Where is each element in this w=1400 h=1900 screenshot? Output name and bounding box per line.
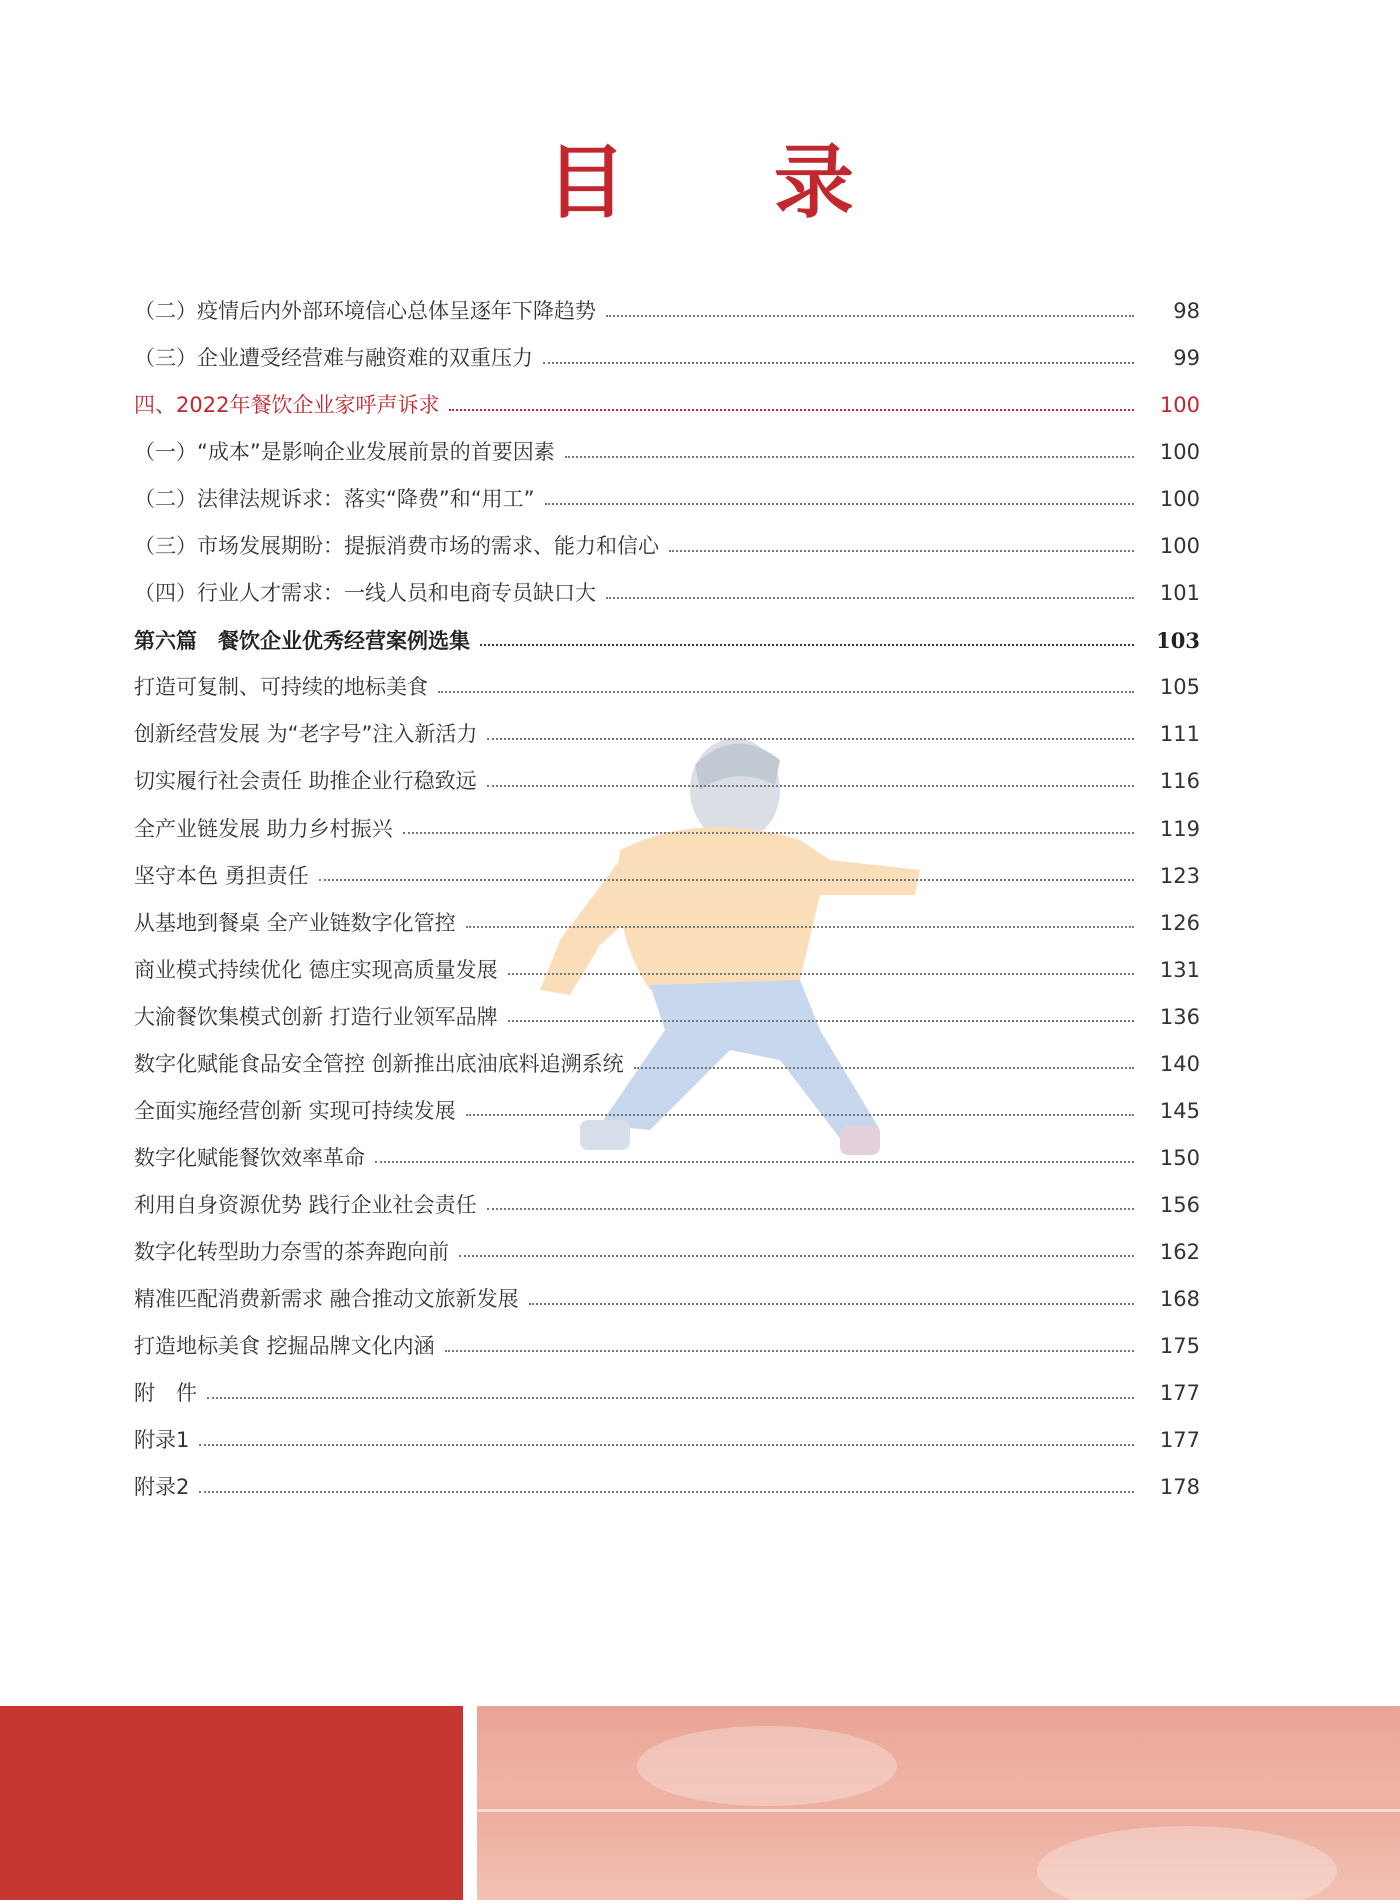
toc-section-entry[interactable] [134, 382, 1200, 429]
toc-entry-title: 全产业链发展 助力乡村振兴 [134, 816, 393, 841]
toc-entry[interactable] [134, 288, 1200, 335]
toc-entry-title: 数字化转型助力奈雪的茶奔跑向前 [134, 1239, 449, 1264]
toc-leader-dots [199, 1444, 1134, 1446]
toc-entry-page: 123 [1159, 863, 1200, 888]
toc-entry-title: 大渝餐饮集模式创新 打造行业领军品牌 [134, 1004, 498, 1029]
toc-entry[interactable] [134, 1417, 1200, 1464]
toc-part-entry[interactable] [134, 617, 1200, 664]
toc-entry-page: 119 [1159, 816, 1200, 841]
toc-leader-dots [207, 1397, 1134, 1399]
toc-leader-dots [543, 362, 1134, 364]
toc-leader-dots [669, 550, 1134, 552]
toc-entry-page: 156 [1159, 1192, 1200, 1217]
toc-entry[interactable] [134, 1229, 1200, 1276]
toc-leader-dots [459, 1255, 1134, 1257]
toc-entry[interactable] [134, 853, 1200, 900]
toc-leader-dots [606, 597, 1134, 599]
toc-leader-dots [565, 456, 1134, 458]
toc-leader-dots [634, 1067, 1134, 1069]
footer-red-block [0, 1706, 463, 1900]
toc-entry-title: （一）“成本”是影响企业发展前景的首要因素 [134, 440, 555, 465]
toc-entry-title: 全面实施经营创新 实现可持续发展 [134, 1098, 456, 1123]
toc-leader-dots [403, 832, 1134, 834]
toc-entry[interactable] [134, 429, 1200, 476]
toc-leader-dots [438, 691, 1134, 693]
toc-entry-title: （三）市场发展期盼：提振消费市场的需求、能力和信心 [134, 534, 659, 559]
toc-leader-dots [480, 644, 1134, 646]
toc-entry[interactable] [134, 1182, 1200, 1229]
toc-entry[interactable] [134, 994, 1200, 1041]
toc-entry[interactable] [134, 947, 1200, 994]
toc-leader-dots [319, 879, 1134, 881]
toc-leader-dots [508, 973, 1134, 975]
toc-entry[interactable] [134, 711, 1200, 758]
toc-entry-page: 99 [1173, 346, 1200, 371]
toc-entry-page: 177 [1159, 1428, 1200, 1453]
toc-leader-dots [199, 1491, 1134, 1493]
toc-entry-title: 第六篇 餐饮企业优秀经营案例选集 [134, 628, 470, 654]
toc-entry-title: 坚守本色 勇担责任 [134, 863, 309, 888]
toc-entry-title: 商业模式持续优化 德庄实现高质量发展 [134, 957, 498, 982]
toc-entry-page: 98 [1173, 299, 1200, 324]
toc-leader-dots [449, 409, 1134, 411]
toc-leader-dots [487, 1208, 1134, 1210]
toc-entry-title: 从基地到餐桌 全产业链数字化管控 [134, 910, 456, 935]
toc-entry-page: 162 [1159, 1239, 1200, 1264]
toc-leader-dots [466, 1114, 1134, 1116]
toc-entry-page: 100 [1159, 393, 1200, 418]
toc-leader-dots [508, 1020, 1134, 1022]
toc-entry[interactable] [134, 335, 1200, 382]
toc-entry-page: 100 [1159, 534, 1200, 559]
toc-entry-title: 附 件 [134, 1381, 197, 1406]
toc-entry[interactable] [134, 758, 1200, 805]
page-title: 目 录 [546, 136, 914, 229]
footer-photo-band [477, 1706, 1400, 1900]
toc-entry-title: 四、2022年餐饮企业家呼声诉求 [134, 393, 440, 418]
toc-entry-title: （四）行业人才需求：一线人员和电商专员缺口大 [134, 581, 596, 606]
toc-entry-title: 精准匹配消费新需求 融合推动文旅新发展 [134, 1287, 519, 1311]
toc-entry-page: 177 [1159, 1381, 1200, 1406]
toc-entry[interactable] [134, 1370, 1200, 1417]
toc-entry-title: 附录1 [134, 1428, 190, 1453]
toc-entry-page: 168 [1159, 1287, 1200, 1311]
toc-leader-dots [529, 1303, 1134, 1305]
toc-entry[interactable] [134, 1135, 1200, 1182]
toc-entry-page: 145 [1159, 1098, 1200, 1123]
toc-entry-title: 切实履行社会责任 助推企业行稳致远 [134, 769, 477, 794]
footer-photo-highlight [1037, 1826, 1337, 1900]
toc-entry-title: 打造地标美食 挖掘品牌文化内涵 [134, 1334, 435, 1359]
toc-entry-title: （三）企业遭受经营难与融资难的双重压力 [134, 346, 533, 371]
toc-entry-title: 数字化赋能食品安全管控 创新推出底油底料追溯系统 [134, 1051, 624, 1076]
toc-leader-dots [606, 315, 1134, 317]
toc-entry-page: 136 [1159, 1004, 1200, 1029]
toc-entry-page: 103 [1156, 628, 1200, 654]
toc-leader-dots [375, 1161, 1134, 1163]
toc-entry[interactable] [134, 664, 1200, 711]
toc-entry[interactable] [134, 806, 1200, 853]
toc-entry-title: 利用自身资源优势 践行企业社会责任 [134, 1192, 477, 1217]
toc-entry-page: 100 [1159, 440, 1200, 465]
toc-entry-title: 打造可复制、可持续的地标美食 [134, 675, 428, 700]
toc-entry[interactable] [134, 1041, 1200, 1088]
toc-entry-title: （二）疫情后内外部环境信心总体呈逐年下降趋势 [134, 299, 596, 324]
toc-entry-page: 116 [1159, 769, 1200, 794]
toc-leader-dots [466, 926, 1134, 928]
toc-entry-page: 101 [1159, 581, 1200, 606]
toc-entry-page: 111 [1159, 722, 1200, 747]
footer-photo-highlight [637, 1726, 897, 1806]
toc-entry-page: 105 [1159, 675, 1200, 700]
toc-entry-page: 140 [1159, 1051, 1200, 1076]
toc-entry-title: 数字化赋能餐饮效率革命 [134, 1145, 365, 1170]
toc-entry[interactable] [134, 1276, 1200, 1323]
toc-entry-page: 126 [1159, 910, 1200, 935]
toc-entry-title: 创新经营发展 为“老字号”注入新活力 [134, 722, 478, 747]
toc-entry-title: （二）法律法规诉求：落实“降费”和“用工” [134, 487, 535, 512]
toc-entry-page: 100 [1159, 487, 1200, 512]
toc-entry-page: 131 [1159, 957, 1200, 982]
toc-entry[interactable] [134, 523, 1200, 570]
toc-entry-title: 附录2 [134, 1475, 190, 1500]
toc-entry-page: 150 [1159, 1145, 1200, 1170]
toc-entry[interactable] [134, 570, 1200, 617]
toc-entry[interactable] [134, 1464, 1200, 1511]
table-of-contents [134, 288, 1200, 1511]
toc-entry-page: 178 [1159, 1475, 1200, 1500]
toc-leader-dots [545, 503, 1134, 505]
toc-entry[interactable] [134, 1088, 1200, 1135]
toc-entry[interactable] [134, 476, 1200, 523]
toc-leader-dots [487, 738, 1134, 740]
footer-divider-line [477, 1809, 1400, 1812]
toc-entry[interactable] [134, 1323, 1200, 1370]
toc-entry-page: 175 [1159, 1334, 1200, 1359]
toc-entry[interactable] [134, 900, 1200, 947]
toc-leader-dots [487, 785, 1134, 787]
toc-leader-dots [445, 1350, 1134, 1352]
